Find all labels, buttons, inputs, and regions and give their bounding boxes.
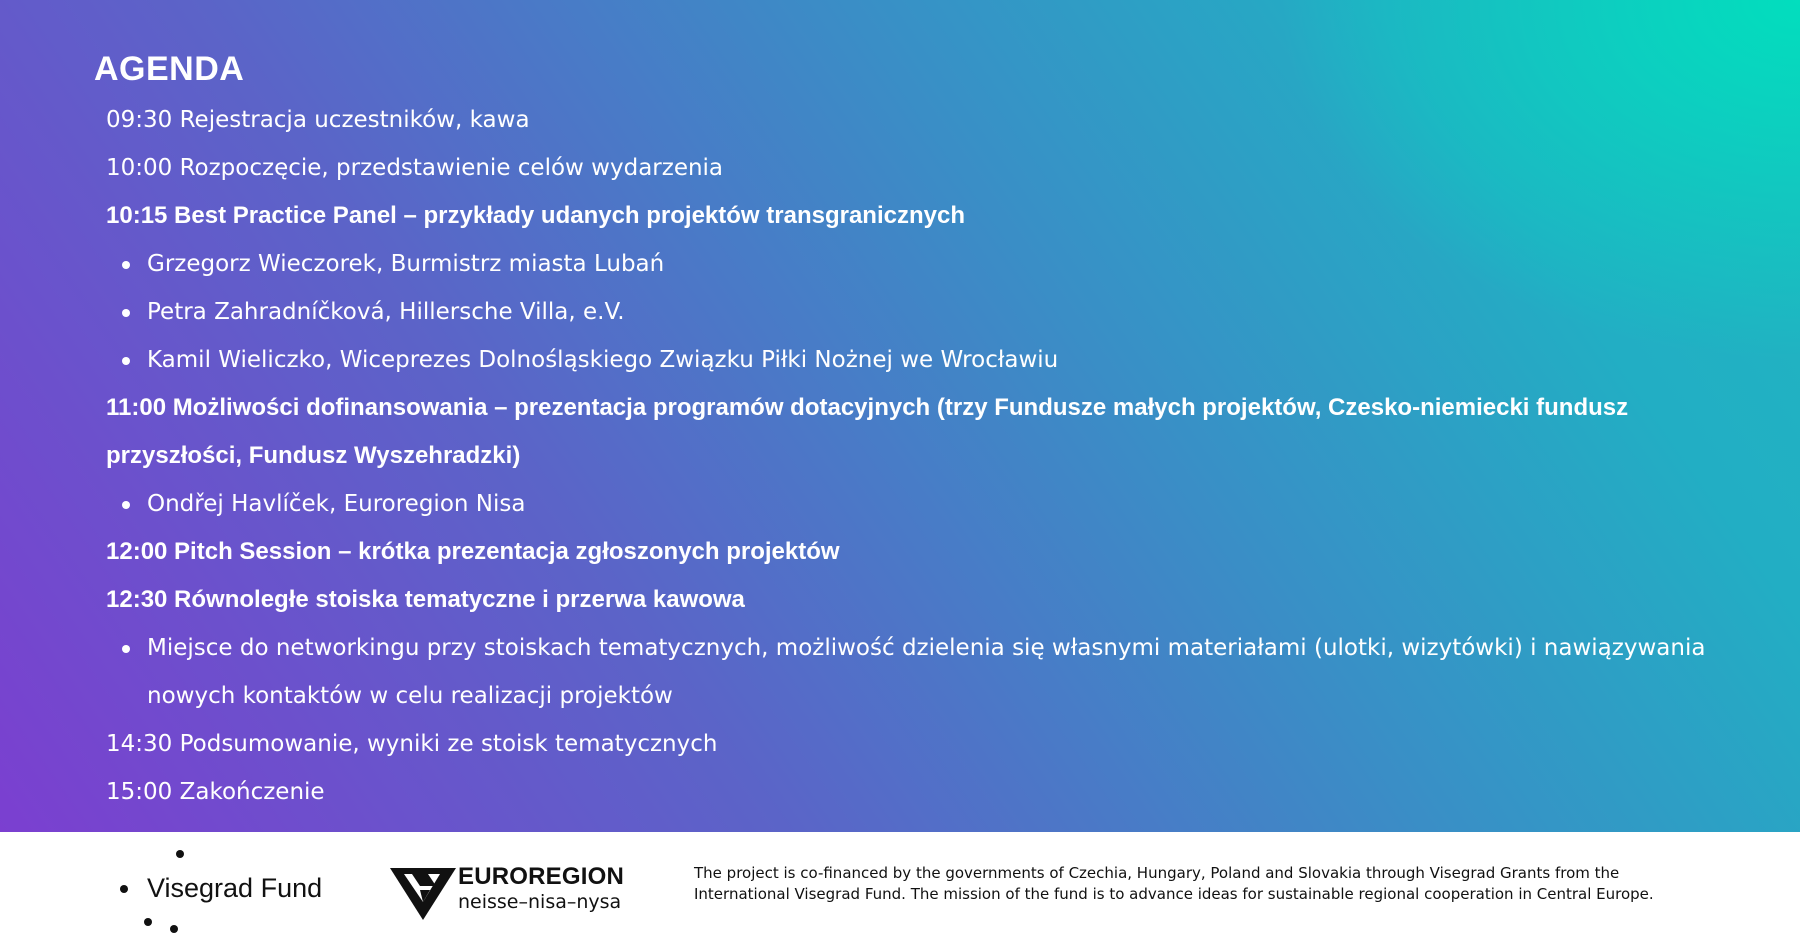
agenda-title: AGENDA [94, 50, 245, 88]
agenda-list [106, 96, 1756, 816]
footer [0, 832, 1800, 942]
agenda-session-item: 12:30 Równoległe stoiska tematyczne i przerwa kawowa [106, 586, 745, 613]
funding-disclaimer: The project is co-financed by the governments of Czechia, Hungary, Poland and Slovakia through Visegrad Grants from the International Visegrad Fund. The mission of the fund is to advance ideas for sustainable regional cooperation in Central Europe. [694, 864, 1654, 903]
visegrad-fund-logo-text: Visegrad Fund [147, 873, 323, 903]
agenda-time-item: 09:30 Rejestracja uczestników, kawa [106, 107, 530, 133]
euroregion-title: EUROREGION [458, 863, 625, 890]
logo-dot-icon [144, 918, 152, 926]
agenda-time-item: 15:00 Zakończenie [106, 779, 325, 805]
logo-dot-icon [120, 885, 128, 893]
agenda-speaker-item: Petra Zahradníčková, Hillersche Villa, e.V. [106, 288, 1756, 336]
agenda-speaker-item: Miejsce do networkingu przy stoiskach tematycznych, możliwość dzielenia się własnymi materiałami (ulotki, wizytówki) i nawiązywania nowych kontaktów w celu realizacji projektów [106, 624, 1756, 720]
agenda-speaker-item: Ondřej Havlíček, Euroregion Nisa [106, 480, 1756, 528]
agenda-time-item: 14:30 Podsumowanie, wyniki ze stoisk tematycznych [106, 731, 718, 757]
agenda-speaker-item: Kamil Wieliczko, Wiceprezes Dolnośląskiego Związku Piłki Nożnej we Wrocławiu [106, 336, 1756, 384]
euroregion-subtitle: neisse–nisa–nysa [458, 891, 622, 913]
agenda-speaker-item: Grzegorz Wieczorek, Burmistrz miasta Lubań [106, 240, 1756, 288]
euroregion-mark-icon [390, 866, 456, 922]
visegrad-fund-logo [116, 837, 336, 937]
logo-dot-icon [176, 850, 184, 858]
euroregion-logo [390, 863, 630, 923]
agenda-session-item: 12:00 Pitch Session – krótka prezentacja zgłoszonych projektów [106, 538, 840, 565]
logo-dot-icon [170, 925, 178, 933]
agenda-session-item: 10:15 Best Practice Panel – przykłady udanych projektów transgranicznych [106, 202, 965, 229]
agenda-time-item: 10:00 Rozpoczęcie, przedstawienie celów wydarzenia [106, 155, 724, 181]
agenda-session-item: 11:00 Możliwości dofinansowania – prezentacja programów dotacyjnych (trzy Fundusze małych projektów, Czesko-niemiecki fundusz przyszłości, Fundusz Wyszehradzki) [106, 394, 1629, 469]
